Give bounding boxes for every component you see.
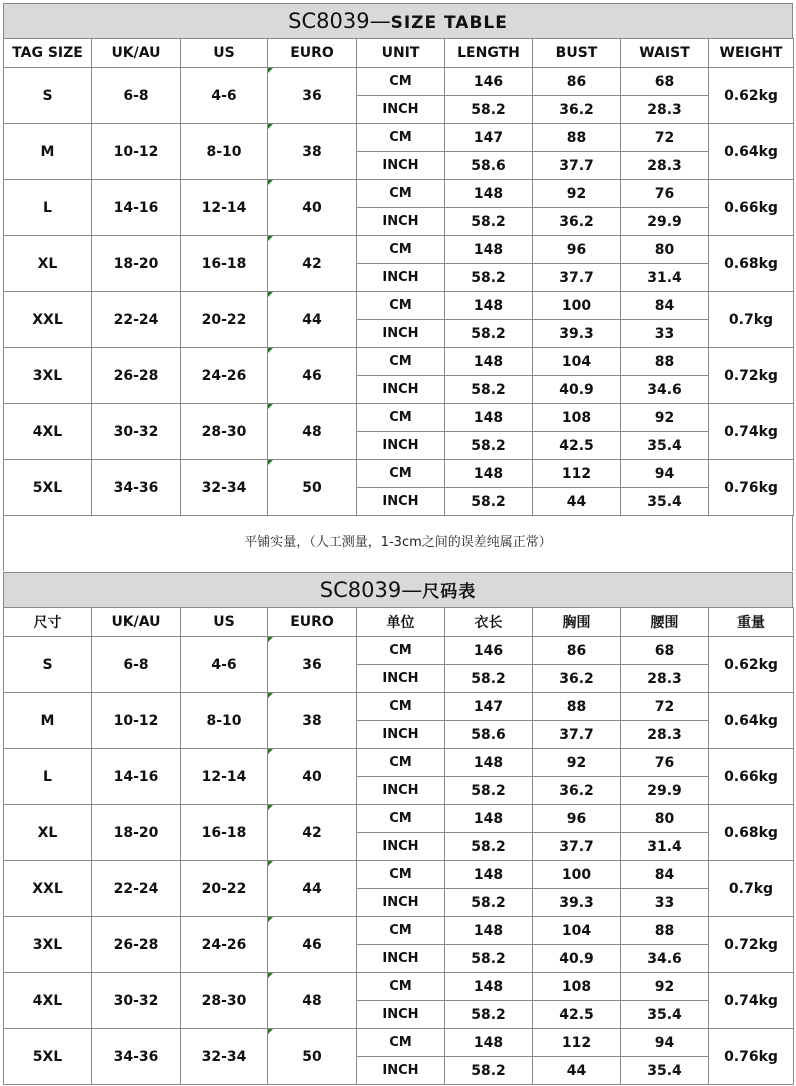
euro-cell: 42 (268, 236, 357, 292)
measure-cell: 108 (533, 973, 621, 1001)
unit-cell: CM (357, 861, 445, 889)
measure-cell: 35.4 (621, 1001, 709, 1029)
unit-cell: INCH (357, 432, 445, 460)
measure-cell: 28.3 (621, 721, 709, 749)
measure-cell: 146 (445, 68, 533, 96)
table-row (4, 68, 794, 96)
uk-au-cell: 14-16 (92, 180, 181, 236)
unit-cell: INCH (357, 889, 445, 917)
us-cell: 28-30 (181, 404, 268, 460)
measure-cell: 58.2 (445, 1057, 533, 1085)
us-cell: 16-18 (181, 236, 268, 292)
weight-cell: 0.68kg (709, 236, 794, 292)
column-header: LENGTH (445, 39, 533, 68)
weight-cell: 0.76kg (709, 1029, 794, 1085)
measure-cell: 108 (533, 404, 621, 432)
unit-cell: INCH (357, 488, 445, 516)
weight-cell: 0.76kg (709, 460, 794, 516)
tag-size-cell: 4XL (4, 404, 92, 460)
weight-cell: 0.72kg (709, 348, 794, 404)
tag-size-cell: S (4, 68, 92, 124)
measure-cell: 148 (445, 749, 533, 777)
us-cell: 4-6 (181, 637, 268, 693)
weight-cell: 0.68kg (709, 805, 794, 861)
weight-cell: 0.72kg (709, 917, 794, 973)
measure-cell: 34.6 (621, 945, 709, 973)
measure-cell: 28.3 (621, 96, 709, 124)
unit-cell: CM (357, 749, 445, 777)
euro-cell: 36 (268, 637, 357, 693)
tag-size-cell: XXL (4, 292, 92, 348)
title-name: SIZE TABLE (390, 13, 508, 33)
table-row (4, 292, 794, 320)
column-header: WEIGHT (709, 39, 794, 68)
measure-cell: 40.9 (533, 945, 621, 973)
uk-au-cell: 34-36 (92, 1029, 181, 1085)
measure-cell: 104 (533, 348, 621, 376)
weight-cell: 0.64kg (709, 124, 794, 180)
uk-au-cell: 30-32 (92, 973, 181, 1029)
uk-au-cell: 34-36 (92, 460, 181, 516)
unit-cell: CM (357, 637, 445, 665)
measure-cell: 84 (621, 861, 709, 889)
tag-size-cell: XXL (4, 861, 92, 917)
column-header: BUST (533, 39, 621, 68)
us-cell: 24-26 (181, 917, 268, 973)
measure-cell: 148 (445, 861, 533, 889)
uk-au-cell: 14-16 (92, 749, 181, 805)
uk-au-cell: 18-20 (92, 236, 181, 292)
euro-cell: 38 (268, 124, 357, 180)
weight-cell: 0.7kg (709, 292, 794, 348)
size-table-cn (3, 607, 794, 1085)
tag-size-cell: L (4, 180, 92, 236)
table-row (4, 124, 794, 152)
euro-cell: 38 (268, 693, 357, 749)
unit-cell: CM (357, 973, 445, 1001)
us-cell: 28-30 (181, 973, 268, 1029)
unit-cell: INCH (357, 665, 445, 693)
header-row (4, 39, 794, 68)
measure-cell: 37.7 (533, 721, 621, 749)
weight-cell: 0.74kg (709, 973, 794, 1029)
measure-cell: 68 (621, 637, 709, 665)
measure-cell: 94 (621, 460, 709, 488)
weight-cell: 0.74kg (709, 404, 794, 460)
measure-cell: 40.9 (533, 376, 621, 404)
weight-cell: 0.66kg (709, 749, 794, 805)
measure-cell: 58.2 (445, 777, 533, 805)
title-separator: — (369, 9, 391, 33)
measure-cell: 96 (533, 805, 621, 833)
euro-cell: 46 (268, 917, 357, 973)
unit-cell: INCH (357, 1057, 445, 1085)
euro-cell: 42 (268, 805, 357, 861)
measure-cell: 112 (533, 1029, 621, 1057)
unit-cell: INCH (357, 96, 445, 124)
column-header: 重量 (709, 608, 794, 637)
measure-cell: 28.3 (621, 665, 709, 693)
table-row (4, 460, 794, 488)
measure-cell: 58.2 (445, 488, 533, 516)
euro-cell: 46 (268, 348, 357, 404)
uk-au-cell: 10-12 (92, 124, 181, 180)
us-cell: 8-10 (181, 124, 268, 180)
us-cell: 4-6 (181, 68, 268, 124)
unit-cell: CM (357, 124, 445, 152)
euro-cell: 44 (268, 292, 357, 348)
measure-cell: 72 (621, 693, 709, 721)
measure-cell: 92 (533, 749, 621, 777)
column-header: EURO (268, 39, 357, 68)
table-row (4, 805, 794, 833)
weight-cell: 0.62kg (709, 68, 794, 124)
measure-cell: 146 (445, 637, 533, 665)
euro-cell: 44 (268, 861, 357, 917)
table-row (4, 1029, 794, 1057)
title-separator: — (401, 578, 423, 602)
measure-cell: 36.2 (533, 208, 621, 236)
us-cell: 24-26 (181, 348, 268, 404)
unit-cell: CM (357, 917, 445, 945)
header-row (4, 608, 794, 637)
measure-cell: 44 (533, 488, 621, 516)
measure-cell: 37.7 (533, 264, 621, 292)
euro-cell: 36 (268, 68, 357, 124)
unit-cell: CM (357, 805, 445, 833)
measure-cell: 58.2 (445, 432, 533, 460)
measure-cell: 88 (533, 124, 621, 152)
unit-cell: INCH (357, 152, 445, 180)
column-header: US (181, 39, 268, 68)
table-row (4, 236, 794, 264)
uk-au-cell: 30-32 (92, 404, 181, 460)
tag-size-cell: XL (4, 805, 92, 861)
tag-size-cell: M (4, 693, 92, 749)
euro-cell: 40 (268, 180, 357, 236)
measure-cell: 28.3 (621, 152, 709, 180)
measure-cell: 36.2 (533, 665, 621, 693)
measure-cell: 94 (621, 1029, 709, 1057)
measure-cell: 44 (533, 1057, 621, 1085)
unit-cell: INCH (357, 264, 445, 292)
measure-cell: 80 (621, 805, 709, 833)
measure-cell: 88 (621, 348, 709, 376)
euro-cell: 48 (268, 404, 357, 460)
uk-au-cell: 22-24 (92, 861, 181, 917)
title-code: SC8039 (319, 578, 402, 602)
measure-cell: 58.2 (445, 96, 533, 124)
measure-cell: 148 (445, 404, 533, 432)
measure-cell: 68 (621, 68, 709, 96)
tag-size-cell: M (4, 124, 92, 180)
measure-cell: 80 (621, 236, 709, 264)
unit-cell: CM (357, 460, 445, 488)
measure-cell: 34.6 (621, 376, 709, 404)
measure-cell: 36.2 (533, 96, 621, 124)
euro-cell: 48 (268, 973, 357, 1029)
measure-cell: 33 (621, 889, 709, 917)
measure-cell: 58.2 (445, 889, 533, 917)
tag-size-cell: L (4, 749, 92, 805)
tag-size-cell: 3XL (4, 348, 92, 404)
tag-size-cell: 3XL (4, 917, 92, 973)
unit-cell: CM (357, 1029, 445, 1057)
table-row (4, 180, 794, 208)
measure-cell: 147 (445, 124, 533, 152)
measure-cell: 35.4 (621, 488, 709, 516)
measure-cell: 39.3 (533, 320, 621, 348)
measure-cell: 100 (533, 861, 621, 889)
measure-cell: 31.4 (621, 264, 709, 292)
measure-cell: 104 (533, 917, 621, 945)
measure-cell: 29.9 (621, 208, 709, 236)
measure-cell: 58.2 (445, 665, 533, 693)
measure-cell: 72 (621, 124, 709, 152)
column-header: WAIST (621, 39, 709, 68)
tag-size-cell: 5XL (4, 460, 92, 516)
measure-cell: 92 (533, 180, 621, 208)
table-row (4, 693, 794, 721)
measure-cell: 84 (621, 292, 709, 320)
measure-cell: 100 (533, 292, 621, 320)
tag-size-cell: 4XL (4, 973, 92, 1029)
measure-cell: 39.3 (533, 889, 621, 917)
size-table-title-cn (3, 572, 793, 608)
measure-cell: 58.2 (445, 208, 533, 236)
column-header: 单位 (357, 608, 445, 637)
us-cell: 32-34 (181, 1029, 268, 1085)
measure-cell: 88 (621, 917, 709, 945)
uk-au-cell: 26-28 (92, 348, 181, 404)
measure-cell: 148 (445, 805, 533, 833)
unit-cell: INCH (357, 1001, 445, 1029)
measure-cell: 42.5 (533, 1001, 621, 1029)
measure-cell: 33 (621, 320, 709, 348)
tag-size-cell: 5XL (4, 1029, 92, 1085)
measure-cell: 29.9 (621, 777, 709, 805)
weight-cell: 0.64kg (709, 693, 794, 749)
size-table-en (3, 38, 794, 516)
measure-cell: 58.2 (445, 1001, 533, 1029)
measure-cell: 92 (621, 973, 709, 1001)
euro-cell: 50 (268, 460, 357, 516)
size-table-title-en (3, 3, 793, 39)
measure-cell: 58.6 (445, 721, 533, 749)
measure-cell: 76 (621, 180, 709, 208)
weight-cell: 0.7kg (709, 861, 794, 917)
measure-cell: 58.6 (445, 152, 533, 180)
measure-cell: 148 (445, 1029, 533, 1057)
column-header: 衣长 (445, 608, 533, 637)
measure-cell: 148 (445, 460, 533, 488)
column-header: UK/AU (92, 608, 181, 637)
measure-cell: 112 (533, 460, 621, 488)
us-cell: 20-22 (181, 861, 268, 917)
tag-size-cell: XL (4, 236, 92, 292)
unit-cell: CM (357, 292, 445, 320)
us-cell: 16-18 (181, 805, 268, 861)
column-header: UNIT (357, 39, 445, 68)
measure-cell: 148 (445, 236, 533, 264)
measure-cell: 86 (533, 637, 621, 665)
measure-cell: 58.2 (445, 264, 533, 292)
table-row (4, 917, 794, 945)
measure-cell: 147 (445, 693, 533, 721)
us-cell: 20-22 (181, 292, 268, 348)
measure-cell: 148 (445, 180, 533, 208)
uk-au-cell: 22-24 (92, 292, 181, 348)
measurement-note: 平铺实量，（人工测量，1-3cm之间的误差纯属正常） (3, 515, 793, 571)
measure-cell: 148 (445, 292, 533, 320)
tag-size-cell: S (4, 637, 92, 693)
table-row (4, 404, 794, 432)
measure-cell: 36.2 (533, 777, 621, 805)
unit-cell: INCH (357, 777, 445, 805)
unit-cell: CM (357, 693, 445, 721)
table-row (4, 348, 794, 376)
unit-cell: INCH (357, 320, 445, 348)
column-header: 腰围 (621, 608, 709, 637)
column-header: UK/AU (92, 39, 181, 68)
table-row (4, 637, 794, 665)
measure-cell: 148 (445, 917, 533, 945)
title-name: 尺码表 (422, 582, 477, 602)
weight-cell: 0.62kg (709, 637, 794, 693)
unit-cell: CM (357, 348, 445, 376)
measure-cell: 148 (445, 348, 533, 376)
table-row (4, 973, 794, 1001)
measure-cell: 37.7 (533, 833, 621, 861)
measure-cell: 148 (445, 973, 533, 1001)
column-header: 尺寸 (4, 608, 92, 637)
measure-cell: 58.2 (445, 376, 533, 404)
unit-cell: CM (357, 68, 445, 96)
unit-cell: INCH (357, 721, 445, 749)
uk-au-cell: 6-8 (92, 637, 181, 693)
measure-cell: 35.4 (621, 432, 709, 460)
unit-cell: INCH (357, 376, 445, 404)
euro-cell: 50 (268, 1029, 357, 1085)
us-cell: 32-34 (181, 460, 268, 516)
measure-cell: 58.2 (445, 945, 533, 973)
measure-cell: 88 (533, 693, 621, 721)
measure-cell: 37.7 (533, 152, 621, 180)
measure-cell: 92 (621, 404, 709, 432)
unit-cell: CM (357, 180, 445, 208)
us-cell: 12-14 (181, 749, 268, 805)
measure-cell: 31.4 (621, 833, 709, 861)
measure-cell: 42.5 (533, 432, 621, 460)
unit-cell: INCH (357, 945, 445, 973)
table-row (4, 861, 794, 889)
column-header: TAG SIZE (4, 39, 92, 68)
measure-cell: 35.4 (621, 1057, 709, 1085)
measure-cell: 58.2 (445, 320, 533, 348)
unit-cell: CM (357, 236, 445, 264)
uk-au-cell: 26-28 (92, 917, 181, 973)
us-cell: 8-10 (181, 693, 268, 749)
column-header: 胸围 (533, 608, 621, 637)
measure-cell: 58.2 (445, 833, 533, 861)
uk-au-cell: 6-8 (92, 68, 181, 124)
us-cell: 12-14 (181, 180, 268, 236)
unit-cell: INCH (357, 208, 445, 236)
column-header: EURO (268, 608, 357, 637)
measure-cell: 96 (533, 236, 621, 264)
euro-cell: 40 (268, 749, 357, 805)
column-header: US (181, 608, 268, 637)
table-row (4, 749, 794, 777)
uk-au-cell: 10-12 (92, 693, 181, 749)
measure-cell: 86 (533, 68, 621, 96)
measure-cell: 76 (621, 749, 709, 777)
uk-au-cell: 18-20 (92, 805, 181, 861)
weight-cell: 0.66kg (709, 180, 794, 236)
unit-cell: INCH (357, 833, 445, 861)
unit-cell: CM (357, 404, 445, 432)
title-code: SC8039 (288, 9, 370, 33)
